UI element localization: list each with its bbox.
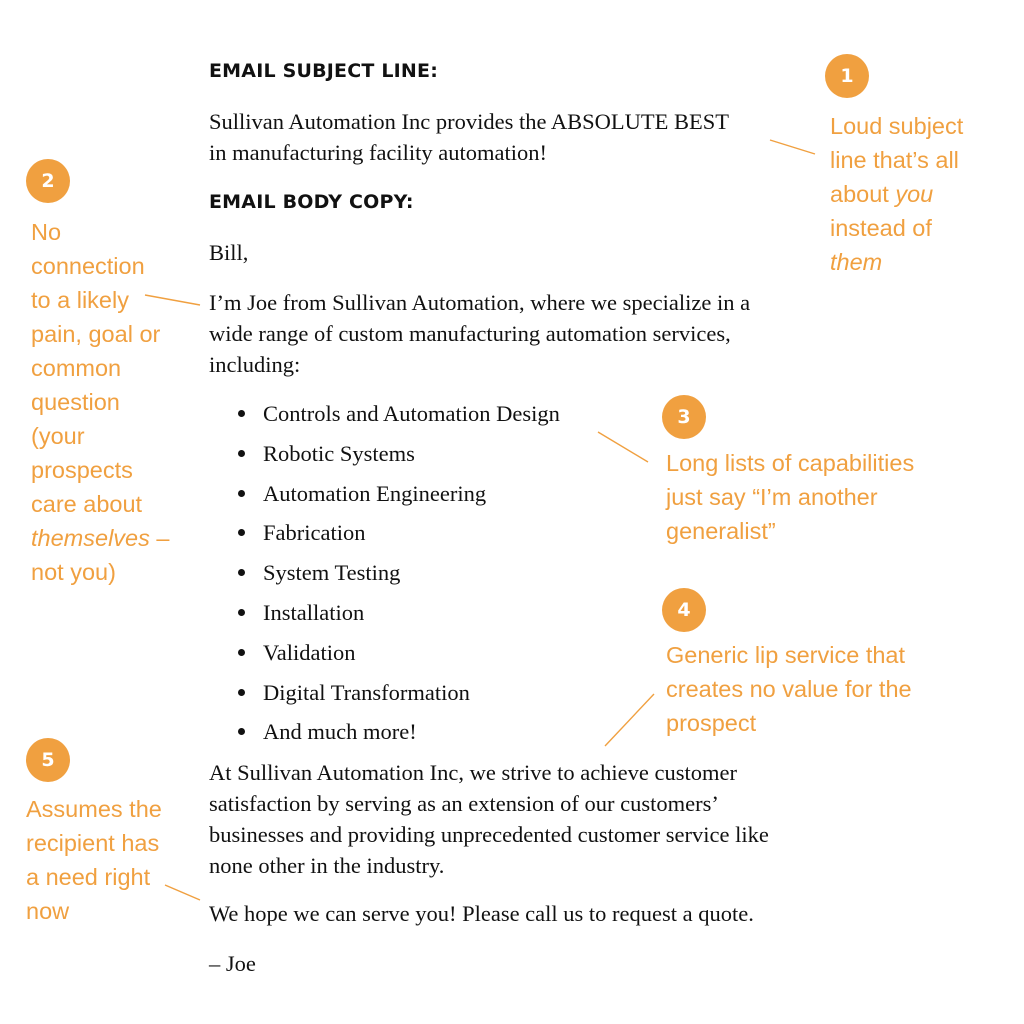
subject-heading: EMAIL SUBJECT LINE: [209,60,438,82]
value-line-3: businesses and providing unprecedented customer service like [209,822,769,847]
intro-line-3: including: [209,352,301,377]
signature: – Joe [209,951,256,976]
value-line-1: At Sullivan Automation Inc, we strive to achieve customer [209,760,738,785]
list-item: Installation [238,597,560,637]
annotation-4-note: Generic lip service that creates no value for the prospect [666,642,912,736]
leader-line-5 [165,885,200,900]
body-heading: EMAIL BODY COPY: [209,191,414,213]
list-item: Fabrication [238,517,560,557]
list-item: Robotic Systems [238,438,560,478]
leader-line-1 [770,140,815,154]
list-item: And much more! [238,716,560,756]
annotation-3-number-badge: 3 [662,395,706,439]
list-item: Automation Engineering [238,478,560,518]
subject-line-2: in manufacturing facility automation! [209,140,548,165]
annotation-1-number-badge: 1 [825,54,869,98]
annotation-5-note: Assumes the recipient has a need right now [26,796,162,924]
annotation-5-number-badge: 5 [26,738,70,782]
annotation-2-number-badge: 2 [26,159,70,203]
subject-line-1: Sullivan Automation Inc provides the ABSOLUTE BEST [209,109,729,134]
value-line-2: satisfaction by serving as an extension of our customers’ [209,791,719,816]
annotation-3-note: Long lists of capabilities just say “I’m another generalist” [666,450,915,544]
leader-line-3 [598,432,648,462]
intro-line-2: wide range of custom manufacturing automation services, [209,321,731,346]
annotation-1-note: Loud subject line that’s all about you instead of them [830,113,964,275]
list-item: Digital Transformation [238,677,560,717]
greeting: Bill, [209,240,249,265]
leader-line-4 [605,694,654,746]
list-item: Controls and Automation Design [238,398,560,438]
annotation-2-note: No connection to a likely pain, goal or common question (your prospects care about themselves – not you) [31,219,170,585]
intro-line-1: I’m Joe from Sullivan Automation, where we specialize in a [209,290,751,315]
annotation-4-number-badge: 4 [662,588,706,632]
list-item: System Testing [238,557,560,597]
list-item: Validation [238,637,560,677]
value-line-4: none other in the industry. [209,853,445,878]
closing-line: We hope we can serve you! Please call us to request a quote. [209,901,754,926]
